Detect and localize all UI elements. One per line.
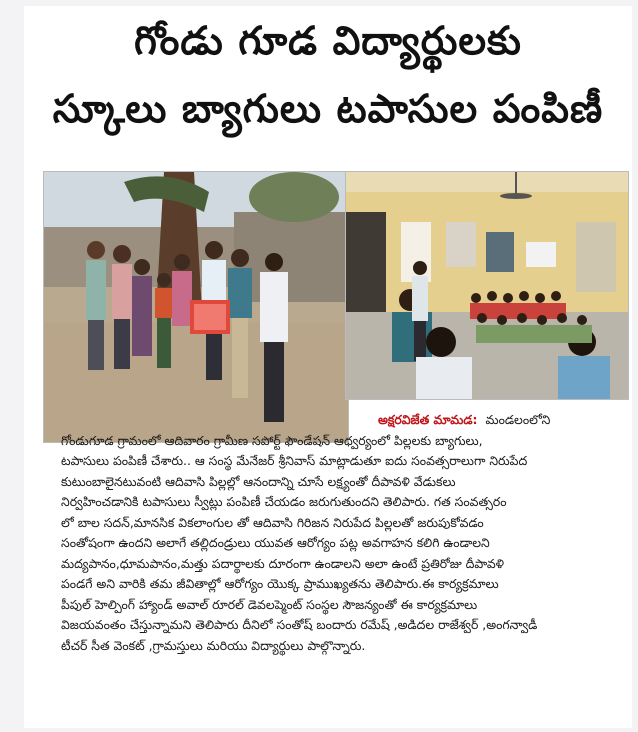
headline-line-2: స్కూలు బ్యాగులు టపాసుల పంపిణీ xyxy=(52,87,604,132)
article-line: టపాసులు పంపిణీ చేశారు.. ఆ సంస్థ మేనేజర్ శ్రీనివాస్ మాట్లాడుతూ ఐదు సంవత్సరాలుగా నిరుపేద xyxy=(61,453,528,468)
article-line: టీచర్ సీత వెంకట్ ,గ్రామస్తులు మరియు విద్యార్థులు పాల్గొన్నారు. xyxy=(61,637,366,653)
outdoor-bag-distribution-photo xyxy=(43,171,349,443)
article-body xyxy=(61,410,638,656)
article-line-1: అక్షరవిజేత మామడ: మండలంలోని xyxy=(378,412,551,427)
article-line: విజయవంతం చేస్తున్నామని తెలిపారు దీనిలో సంతోష్ బందారు రమేష్ ,అడిదల రాజేశ్వర్ ,అంగన్వాడీ xyxy=(61,617,538,632)
classroom-meeting-photo xyxy=(345,171,629,400)
article-line: లో బాల సదన్,మానసిక వికలాంగుల తో ఆదివాసి గిరిజన నిరుపేద పిల్లలతో జరుపుకోవడం xyxy=(61,514,484,530)
headline-line-1: గోండు గూడ విద్యార్థులకు xyxy=(134,19,522,64)
article-line: నిర్వహించడానికి టపాసులు స్వీట్లు పంపిణీ చేయడం జరుగుతుందని తెలిపారు. గత సంవత్సరం xyxy=(61,494,507,509)
article-line: పండగే అని వారికి తమ జీవితాల్లో ఆరోగ్యం యొక్క ప్రాముఖ్యతను తెలిపారు.ఈ కార్యక్రమాలు xyxy=(61,576,499,591)
article-line: మద్యపానం,ధూమపానం,మత్తు పదార్థాలకు దూరంగా ఉండాలని అలా ఉంటే ప్రతిరోజు దీపావళి xyxy=(61,555,504,571)
article-line: గోండుగూడ గ్రామంలో ఆదివారం గ్రామీణ సపోర్ట్ ఫౌండేషన్ ఆధ్వర్యంలో పిల్లలకు బ్యాగులు, xyxy=(61,432,483,448)
article-line: సంతోషంగా ఉందని అలాగే తల్లిదండ్రులు యువత ఆరోగ్యం పట్ల అవగాహన కలిగి ఉండాలని xyxy=(61,535,490,550)
byline: అక్షరవిజేత మామడ: xyxy=(378,412,478,427)
article-line: పీపుల్ హెల్పింగ్ హ్యాండ్ అవాల్ రూరల్ డెవలప్మెంట్ సంస్థల సౌజన్యంతో ఈ కార్యక్రమాలు xyxy=(61,596,478,612)
article-line: కుటుంబాలైనటువంటి ఆదివాసి పిల్లల్లో ఆనందాన్ని చూసే లక్ష్యంతో దీపావళి వేడుకలు xyxy=(61,473,456,489)
newspaper-clipping xyxy=(24,6,632,728)
